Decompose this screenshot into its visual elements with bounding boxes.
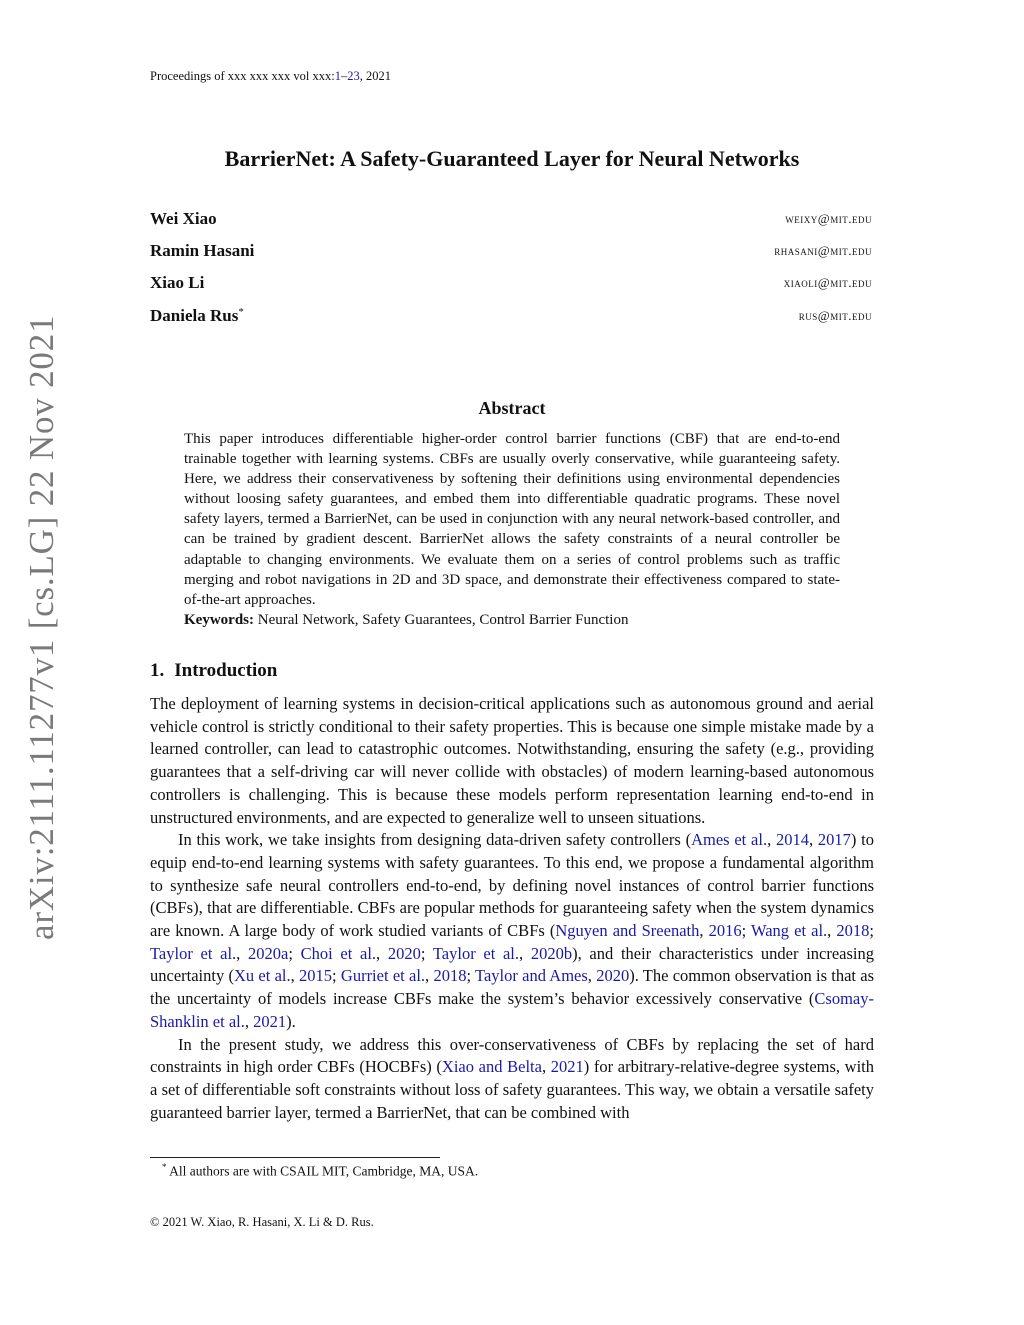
- abstract-heading: Abstract: [478, 398, 546, 418]
- citation-link[interactable]: 2021: [253, 1011, 287, 1031]
- paragraph: [150, 829, 874, 1033]
- citation-link[interactable]: Gurriet et al.: [340, 966, 426, 986]
- text-run: In this work, we take insights from designing data-driven safety controllers (: [178, 830, 692, 850]
- text-run: ;: [420, 943, 433, 963]
- text-run: ,: [425, 966, 434, 986]
- section-title: Introduction: [174, 660, 278, 681]
- citation-link[interactable]: Choi et al.: [300, 943, 377, 963]
- paragraph: The deployment of learning systems in decision-critical applications such as autonomous ground and aerial vehicle control is strictly conditional to their safety properties. This is because one simple mistake made by a learned controller, can lead to catastrophic outcomes. Notwithstanding, ensuring the safety (e.g., providing guarantees that a self-driving car will never collide with obstacles) of modern learning-based autonomous controllers is challenging. This is because these models perform representation learning end-to-end in unstructured environments, and are expected to generalize well to unseen situations.: [150, 694, 874, 827]
- text-run: ;: [741, 921, 751, 941]
- author-email: weixy@mit.edu: [785, 211, 872, 226]
- citation-link[interactable]: 2017: [817, 830, 851, 850]
- citation-link[interactable]: 2016: [708, 921, 742, 941]
- author-row: [150, 209, 872, 233]
- abstract-block: [184, 429, 840, 630]
- text-run: ;: [466, 966, 476, 986]
- citation-link[interactable]: 2020: [596, 966, 630, 986]
- citation-link[interactable]: Taylor et al.: [150, 943, 237, 963]
- text-run: ) to equip end-to-end learning systems with safety guarantees. To this end, we propose a fundamental algorithm to synthesize safe neural controllers end-to-end, by defining novel instances of control barrier functions (CBFs), that are differentiable. CBFs are popular methods for guaranteeing safety when the system dynamics are known. A large body of work studied variants of CBFs (: [150, 830, 874, 941]
- abstract-text: This paper introduces differentiable higher-order control barrier functions (CBF) that are end-to-end trainable together with learning systems. CBFs are usually overly conservative, while guaranteeing safety. Here, we address their conservativeness by softening their definitions using environmental dependencies without loosing safety guarantees, and embed them into differentiable quadratic programs. These novel safety layers, termed a BarrierNet, can be used in conjunction with any neural network-based controller, and can be trained by gradient descent. BarrierNet allows the safety constraints of a neural controller be adaptable to changing environments. We evaluate them on a series of control problems such as traffic merging and robot navigations in 2D and 3D space, and demonstrate their effectiveness compared to state-of-the-art approaches.: [184, 431, 840, 608]
- section-number: 1.: [150, 660, 165, 681]
- keywords-line: [184, 610, 840, 630]
- proceedings-header: [150, 69, 391, 84]
- citation-link[interactable]: 2020: [387, 943, 421, 963]
- author-name: Wei Xiao: [150, 209, 217, 228]
- text-run: ,: [699, 921, 709, 941]
- citation-link[interactable]: 2018: [433, 966, 467, 986]
- citation-link[interactable]: Csomay-Shanklin et al.: [150, 989, 874, 1031]
- text-run: ,: [827, 921, 837, 941]
- citation-link[interactable]: 2021: [550, 1057, 584, 1077]
- text-run: ,: [587, 966, 597, 986]
- footnote-marker: *: [238, 306, 244, 318]
- text-run: ,: [376, 943, 388, 963]
- author-name-text: Daniela Rus: [150, 306, 239, 325]
- citation-link[interactable]: Xu et al.: [233, 966, 291, 986]
- copyright-line: © 2021 W. Xiao, R. Hasani, X. Li & D. Rus.: [150, 1215, 374, 1229]
- arxiv-sidebar-stamp: arXiv:2111.11277v1 [cs.LG] 22 Nov 2021: [22, 314, 61, 940]
- text-run: ;: [332, 966, 341, 986]
- keywords-text: Neural Network, Safety Guarantees, Control Barrier Function: [257, 611, 629, 628]
- text-run: ,: [236, 943, 248, 963]
- citation-link[interactable]: Taylor et al.: [432, 943, 520, 963]
- text-run: ,: [541, 1057, 551, 1077]
- paragraph: [150, 1034, 874, 1125]
- text-run: ).: [286, 1011, 296, 1031]
- citation-link[interactable]: 2018: [836, 921, 870, 941]
- citation-link[interactable]: 2020b: [530, 943, 573, 963]
- text-run: ,: [290, 966, 300, 986]
- text-run: ,: [244, 1011, 254, 1031]
- paper-title: BarrierNet: A Safety-Guaranteed Layer for Neural Networks: [224, 146, 800, 171]
- text-run: ) for arbitrary-relative-degree systems, with a set of differentiable soft constraints without loss of safety guarantees. This way, we obtain a versatile safety guaranteed barrier layer, termed a BarrierNet, that can be combined with: [150, 1057, 875, 1122]
- section-heading: [150, 660, 277, 682]
- text-run: ,: [519, 943, 531, 963]
- author-row: [150, 306, 872, 330]
- author-email: rhasani@mit.edu: [774, 243, 872, 258]
- page-start-link[interactable]: 1: [334, 69, 341, 83]
- author-row: [150, 273, 872, 297]
- proceedings-year: , 2021: [359, 69, 391, 83]
- proceedings-prefix: Proceedings of xxx xxx xxx vol xxx:: [150, 69, 335, 83]
- author-name: Ramin Hasani: [150, 241, 255, 260]
- footnote: [162, 1162, 478, 1180]
- pages-separator: –: [340, 69, 348, 83]
- citation-link[interactable]: 2015: [299, 966, 333, 986]
- text-run: ;: [288, 943, 301, 963]
- citation-link[interactable]: Nguyen and Sreenath: [555, 921, 700, 941]
- text-run: ), and their characteristics under increasing uncertainty (: [150, 943, 875, 986]
- footnote-rule: [150, 1157, 440, 1158]
- section-body: [150, 693, 874, 1124]
- footnote-text: All authors are with CSAIL MIT, Cambridge, MA, USA.: [169, 1163, 479, 1179]
- citation-link[interactable]: Wang et al.: [750, 921, 828, 941]
- text-run: ,: [767, 830, 776, 850]
- text-run: ;: [869, 921, 874, 941]
- citation-link[interactable]: Xiao and Belta: [441, 1057, 542, 1077]
- keywords-label: Keywords:: [184, 611, 254, 628]
- author-email: rus@mit.edu: [798, 308, 872, 323]
- citation-link[interactable]: 2020a: [248, 943, 289, 963]
- text-run: In the present study, we address this over-conservativeness of CBFs by replacing the set of hard constraints in high order CBFs (HOCBFs) (: [150, 1034, 874, 1077]
- citation-link[interactable]: Taylor and Ames: [475, 966, 588, 986]
- author-row: [150, 241, 872, 265]
- citation-link[interactable]: Ames et al.: [691, 830, 768, 850]
- page-end-link[interactable]: 23: [347, 69, 360, 83]
- text-run: ). The common observation is that as the uncertainty of models increase CBFs make the system’s behavior excessively conservative (: [150, 966, 875, 1009]
- author-email: xiaoli@mit.edu: [783, 275, 872, 290]
- citation-link[interactable]: 2014: [775, 830, 809, 850]
- text-run: ,: [808, 830, 818, 850]
- author-name: [150, 306, 244, 326]
- footnote-marker: *: [162, 1162, 167, 1172]
- author-name: Xiao Li: [150, 273, 205, 292]
